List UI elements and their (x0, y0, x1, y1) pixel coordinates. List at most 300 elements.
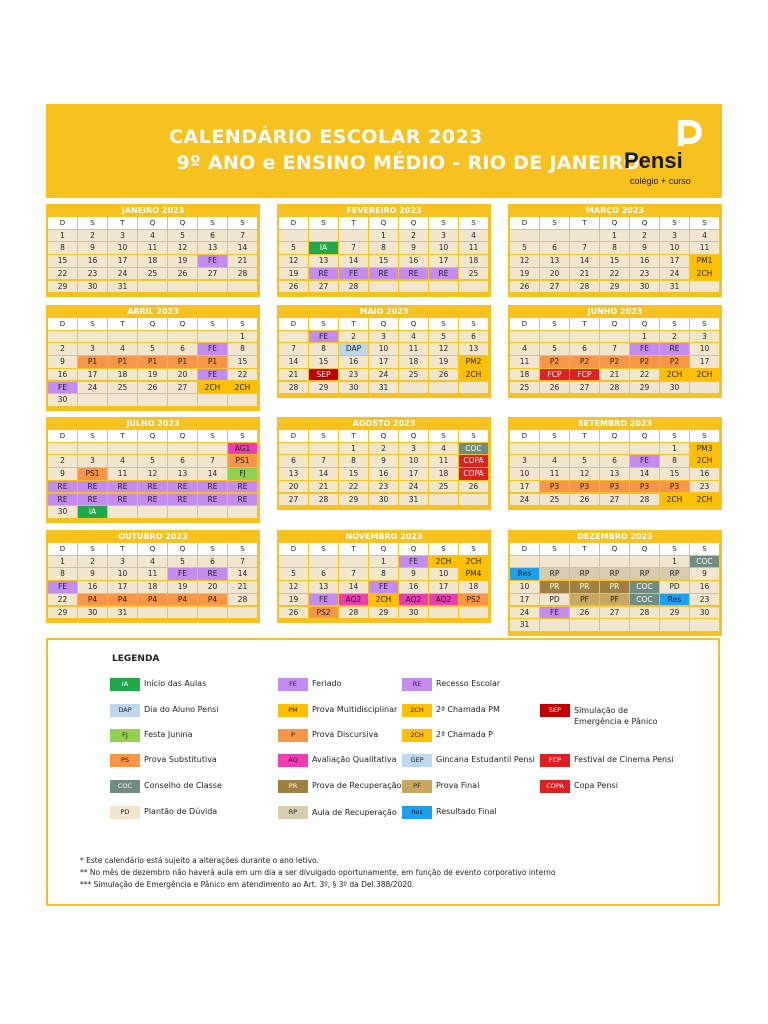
day-cell: 8 (228, 343, 257, 355)
day-cell: 12 (138, 468, 167, 480)
weekday-header: Q (369, 543, 398, 555)
day-cell: 7 (279, 343, 308, 355)
weekday-header: D (510, 430, 539, 442)
empty-day-cell (510, 331, 539, 343)
weekday-header: Q (399, 543, 428, 555)
day-cell: FE (48, 382, 77, 394)
empty-day-cell (78, 443, 107, 455)
day-cell: PR (540, 581, 569, 593)
day-cell: 13 (459, 343, 488, 355)
day-cell: 20 (540, 268, 569, 280)
day-cell: RE (369, 268, 398, 280)
day-cell: 21 (309, 481, 338, 493)
day-cell: 3 (399, 443, 428, 455)
empty-day-cell (690, 281, 719, 293)
empty-day-cell (279, 331, 308, 343)
day-cell: 13 (309, 255, 338, 267)
day-cell: 6 (198, 556, 227, 568)
day-cell: 6 (279, 455, 308, 467)
day-cell: 4 (429, 443, 458, 455)
day-cell: RE (198, 568, 227, 580)
empty-day-cell (108, 331, 137, 343)
day-cell: 26 (279, 281, 308, 293)
day-cell: 13 (168, 468, 197, 480)
empty-day-cell (198, 394, 227, 406)
day-cell: 27 (309, 281, 338, 293)
empty-day-cell (339, 556, 368, 568)
day-cell: PR (600, 581, 629, 593)
day-cell: 3 (660, 230, 689, 242)
day-grid (279, 318, 489, 407)
legend-label: Avaliação Qualitativa (312, 755, 397, 764)
day-cell: 12 (168, 242, 197, 254)
day-cell: 27 (540, 281, 569, 293)
day-cell: 25 (459, 268, 488, 280)
legend-label: Aula de Recuperação (312, 808, 397, 817)
empty-day-cell (399, 382, 428, 394)
day-cell: 3 (78, 343, 107, 355)
day-cell: 4 (459, 230, 488, 242)
day-cell: 10 (429, 242, 458, 254)
day-cell: P3 (570, 481, 599, 493)
legend-label: Gincana Estudantil Pensi (436, 755, 535, 764)
day-cell: 24 (369, 369, 398, 381)
legend-label: 2ª Chamada PM (436, 705, 500, 714)
weekday-header: S (309, 318, 338, 330)
day-cell: 28 (279, 382, 308, 394)
day-cell: 10 (108, 568, 137, 580)
day-cell: 2CH (198, 382, 227, 394)
day-cell: 21 (228, 255, 257, 267)
empty-day-cell (78, 331, 107, 343)
day-cell: 30 (399, 607, 428, 619)
month-title: JULHO 2023 (126, 419, 180, 428)
weekday-header: D (48, 318, 77, 330)
day-cell: 27 (168, 382, 197, 394)
day-cell: P2 (630, 356, 659, 368)
day-cell: 7 (198, 455, 227, 467)
month-title: SETEMBRO 2023 (577, 419, 653, 428)
weekday-header: Q (168, 430, 197, 442)
day-cell: AG1 (228, 443, 257, 455)
day-cell: 14 (279, 356, 308, 368)
weekday-header: S (690, 543, 719, 555)
weekday-header: S (429, 430, 458, 442)
day-cell: 2CH (228, 382, 257, 394)
day-cell: PM4 (459, 568, 488, 580)
day-cell: PF (570, 594, 599, 606)
day-cell: 2CH (660, 494, 689, 506)
legend-label: Simulação de Emergência e Pânico (574, 706, 658, 726)
day-cell: FE (48, 581, 77, 593)
empty-day-cell (630, 619, 659, 631)
day-cell: 2CH (690, 369, 719, 381)
day-cell: FE (309, 594, 338, 606)
weekday-header: Q (630, 217, 659, 229)
day-cell: 1 (339, 443, 368, 455)
day-cell: 26 (279, 607, 308, 619)
day-cell: 10 (660, 242, 689, 254)
day-cell: 9 (369, 455, 398, 467)
day-cell: COPA (459, 455, 488, 467)
empty-day-cell (570, 230, 599, 242)
weekday-header: S (660, 318, 689, 330)
day-cell: FJ (228, 468, 257, 480)
day-cell: PD (660, 581, 689, 593)
day-cell: PM1 (690, 255, 719, 267)
day-cell: 2 (48, 455, 77, 467)
weekday-header: T (108, 430, 137, 442)
day-cell: 28 (309, 494, 338, 506)
day-cell: 5 (168, 556, 197, 568)
day-cell: 13 (600, 468, 629, 480)
legend-swatch: COPA (540, 780, 570, 793)
day-cell: 28 (600, 382, 629, 394)
day-grid (279, 217, 489, 306)
day-cell: 4 (510, 343, 539, 355)
weekday-header: S (78, 217, 107, 229)
day-cell: 4 (399, 331, 428, 343)
day-cell: 28 (228, 268, 257, 280)
legend-label: Prova Multidisciplinar (312, 705, 398, 714)
day-cell: 11 (429, 455, 458, 467)
empty-day-cell (309, 556, 338, 568)
day-cell: 5 (429, 331, 458, 343)
day-cell: 9 (78, 242, 107, 254)
day-cell: 4 (138, 230, 167, 242)
day-cell: 8 (369, 568, 398, 580)
weekday-header: Q (168, 543, 197, 555)
day-cell: 9 (399, 242, 428, 254)
empty-day-cell (600, 443, 629, 455)
day-cell: 27 (198, 268, 227, 280)
day-cell: 8 (660, 455, 689, 467)
legend-swatch: AQ (278, 754, 308, 767)
month-calendar (508, 530, 722, 636)
weekday-header: D (48, 543, 77, 555)
legend-label: Início das Aulas (144, 679, 207, 688)
day-cell: 30 (339, 382, 368, 394)
day-cell: 17 (108, 255, 137, 267)
day-cell: P4 (168, 594, 197, 606)
day-cell: 16 (690, 468, 719, 480)
day-cell: 2 (78, 230, 107, 242)
day-cell: RP (660, 568, 689, 580)
empty-day-cell (228, 607, 257, 619)
legend-swatch: 2CH (402, 704, 432, 717)
weekday-header: T (570, 217, 599, 229)
day-cell: 11 (510, 356, 539, 368)
day-cell: 31 (660, 281, 689, 293)
day-cell: 14 (339, 255, 368, 267)
empty-day-cell (339, 230, 368, 242)
day-cell: P3 (630, 481, 659, 493)
day-cell: 26 (138, 382, 167, 394)
day-cell: 24 (510, 494, 539, 506)
empty-day-cell (540, 230, 569, 242)
day-cell: 22 (48, 268, 77, 280)
day-cell: 8 (600, 242, 629, 254)
day-cell: 1 (48, 230, 77, 242)
empty-day-cell (459, 382, 488, 394)
day-cell: 30 (690, 607, 719, 619)
day-cell: P3 (600, 481, 629, 493)
day-cell: 6 (540, 242, 569, 254)
legend-swatch: RE (402, 678, 432, 691)
weekday-header: S (459, 543, 488, 555)
day-cell: P1 (78, 356, 107, 368)
day-cell: 26 (570, 607, 599, 619)
day-cell: 1 (48, 556, 77, 568)
empty-day-cell (198, 281, 227, 293)
month-title: JANEIRO 2023 (121, 206, 185, 215)
empty-day-cell (198, 331, 227, 343)
weekday-header: T (570, 430, 599, 442)
day-cell: 25 (138, 268, 167, 280)
weekday-header: D (510, 318, 539, 330)
footnote: *** Simulação de Emergência e Pânico em atendimento ao Art. 3º, § 3º da Del.388/2020. (80, 880, 415, 889)
day-cell: 20 (198, 581, 227, 593)
day-cell: 23 (690, 481, 719, 493)
month-calendar (46, 204, 260, 297)
day-cell: 23 (690, 594, 719, 606)
day-cell: 30 (78, 281, 107, 293)
day-cell: 18 (459, 581, 488, 593)
day-cell: 21 (600, 369, 629, 381)
weekday-header: Q (168, 217, 197, 229)
day-cell: 18 (138, 581, 167, 593)
day-cell: 30 (48, 394, 77, 406)
empty-day-cell (228, 281, 257, 293)
day-cell: 19 (279, 268, 308, 280)
day-cell: 14 (198, 468, 227, 480)
month-calendar (508, 204, 722, 297)
month-calendar (277, 417, 491, 510)
day-cell: 12 (279, 581, 308, 593)
empty-day-cell (228, 506, 257, 518)
weekday-header: D (279, 217, 308, 229)
month-title: MARÇO 2023 (585, 206, 645, 215)
day-cell: COPA (459, 468, 488, 480)
weekday-header: Q (630, 318, 659, 330)
day-cell: RE (108, 481, 137, 493)
day-cell: 11 (540, 468, 569, 480)
day-cell: 30 (78, 607, 107, 619)
day-cell: 20 (168, 369, 197, 381)
day-cell: FE (369, 581, 398, 593)
month-calendar (277, 530, 491, 623)
day-cell: 15 (228, 356, 257, 368)
calendar-title: CALENDÁRIO ESCOLAR 2023 (169, 126, 483, 148)
legend-swatch: PF (402, 780, 432, 793)
footnote: ** No mês de dezembro não haverá aula em um dia a ser divulgado oportunamente, em função de evento corporativo interno (80, 868, 556, 877)
day-cell: 11 (138, 568, 167, 580)
empty-day-cell (429, 382, 458, 394)
logo-name: Pensi (624, 148, 683, 173)
day-cell: 17 (660, 255, 689, 267)
weekday-header: S (540, 217, 569, 229)
day-cell: 1 (630, 331, 659, 343)
day-cell: FE (399, 556, 428, 568)
empty-day-cell (570, 556, 599, 568)
day-cell: 14 (228, 242, 257, 254)
day-cell: 15 (309, 356, 338, 368)
day-cell: 13 (198, 242, 227, 254)
empty-day-cell (168, 607, 197, 619)
day-grid (510, 217, 720, 306)
day-cell: 19 (510, 268, 539, 280)
day-cell: PR (570, 581, 599, 593)
day-cell: P1 (168, 356, 197, 368)
day-cell: 2CH (459, 556, 488, 568)
day-cell: 15 (369, 255, 398, 267)
empty-day-cell (600, 556, 629, 568)
empty-day-cell (198, 443, 227, 455)
weekday-header: S (78, 318, 107, 330)
month-calendar (46, 530, 260, 623)
weekday-header: S (540, 318, 569, 330)
day-cell: 25 (429, 481, 458, 493)
legend-swatch: COC (110, 780, 140, 793)
day-cell: 27 (279, 494, 308, 506)
day-cell: 21 (228, 581, 257, 593)
legend-label: Conselho de Classe (144, 781, 222, 790)
day-cell: 6 (459, 331, 488, 343)
day-cell: 3 (369, 331, 398, 343)
legend-swatch: PS (110, 754, 140, 767)
day-cell: 31 (510, 619, 539, 631)
weekday-header: Q (600, 430, 629, 442)
day-cell: 17 (429, 255, 458, 267)
day-cell: 25 (108, 382, 137, 394)
day-cell: RE (198, 494, 227, 506)
day-cell: 6 (168, 455, 197, 467)
day-cell: 2CH (690, 494, 719, 506)
day-cell: RE (138, 494, 167, 506)
weekday-header: D (279, 430, 308, 442)
weekday-header: S (660, 430, 689, 442)
day-cell: 6 (168, 343, 197, 355)
empty-day-cell (279, 556, 308, 568)
day-cell: 17 (510, 481, 539, 493)
day-cell: 10 (510, 468, 539, 480)
empty-day-cell (369, 281, 398, 293)
weekday-header: Q (138, 430, 167, 442)
day-cell: 29 (48, 281, 77, 293)
day-cell: 30 (660, 382, 689, 394)
day-cell: 21 (279, 369, 308, 381)
day-cell: 17 (510, 594, 539, 606)
day-cell: RE (78, 481, 107, 493)
day-cell: RE (660, 343, 689, 355)
day-cell: FE (630, 455, 659, 467)
day-cell: 31 (108, 607, 137, 619)
weekday-header: Q (138, 543, 167, 555)
day-cell: PS1 (228, 455, 257, 467)
weekday-header: T (339, 217, 368, 229)
day-cell: 2CH (459, 369, 488, 381)
day-cell: 7 (570, 242, 599, 254)
day-cell: 28 (228, 594, 257, 606)
day-cell: 27 (570, 382, 599, 394)
day-cell: RE (228, 494, 257, 506)
empty-day-cell (168, 394, 197, 406)
calendar-header (46, 104, 722, 198)
legend-swatch: FCP (540, 754, 570, 767)
day-cell: P3 (660, 481, 689, 493)
day-cell: COC (630, 594, 659, 606)
day-cell: 14 (630, 468, 659, 480)
day-cell: 12 (429, 343, 458, 355)
day-cell: FE (198, 369, 227, 381)
day-cell: 3 (108, 556, 137, 568)
day-cell: 23 (369, 481, 398, 493)
legend-label: Prova Discursiva (312, 730, 379, 739)
day-cell: 18 (138, 255, 167, 267)
weekday-header: Q (600, 217, 629, 229)
weekday-header: S (459, 318, 488, 330)
day-cell: FE (339, 268, 368, 280)
empty-day-cell (198, 607, 227, 619)
empty-day-cell (600, 331, 629, 343)
empty-day-cell (228, 394, 257, 406)
weekday-header: Q (138, 318, 167, 330)
day-cell: RP (570, 568, 599, 580)
day-cell: 24 (510, 607, 539, 619)
legend-label: Feriado (312, 679, 342, 688)
day-cell: 15 (600, 255, 629, 267)
day-cell: 9 (48, 356, 77, 368)
empty-day-cell (660, 619, 689, 631)
day-cell: 26 (510, 281, 539, 293)
day-cell: 24 (399, 481, 428, 493)
day-cell: 5 (138, 455, 167, 467)
day-cell: 23 (78, 268, 107, 280)
day-cell: 17 (369, 356, 398, 368)
empty-day-cell (540, 619, 569, 631)
day-cell: 29 (309, 382, 338, 394)
day-cell: P2 (600, 356, 629, 368)
weekday-header: S (540, 430, 569, 442)
day-cell: AQ2 (399, 594, 428, 606)
weekday-header: D (510, 543, 539, 555)
day-cell: 2 (399, 230, 428, 242)
month-title: DEZEMBRO 2023 (577, 532, 653, 541)
weekday-header: S (198, 430, 227, 442)
day-cell: 5 (540, 343, 569, 355)
day-cell: 4 (108, 455, 137, 467)
day-cell: 28 (630, 607, 659, 619)
weekday-header: Q (399, 430, 428, 442)
empty-day-cell (570, 619, 599, 631)
empty-day-cell (429, 281, 458, 293)
day-cell: 30 (48, 506, 77, 518)
empty-day-cell (138, 281, 167, 293)
day-cell: RP (540, 568, 569, 580)
day-grid (279, 543, 489, 632)
day-cell: 24 (108, 268, 137, 280)
day-cell: 10 (429, 568, 458, 580)
day-cell: 4 (138, 556, 167, 568)
empty-day-cell (78, 394, 107, 406)
day-cell: AQ2 (429, 594, 458, 606)
weekday-header: S (459, 430, 488, 442)
day-cell: 27 (600, 607, 629, 619)
empty-day-cell (600, 619, 629, 631)
weekday-header: Q (369, 430, 398, 442)
day-cell: 11 (138, 242, 167, 254)
day-cell: IA (309, 242, 338, 254)
